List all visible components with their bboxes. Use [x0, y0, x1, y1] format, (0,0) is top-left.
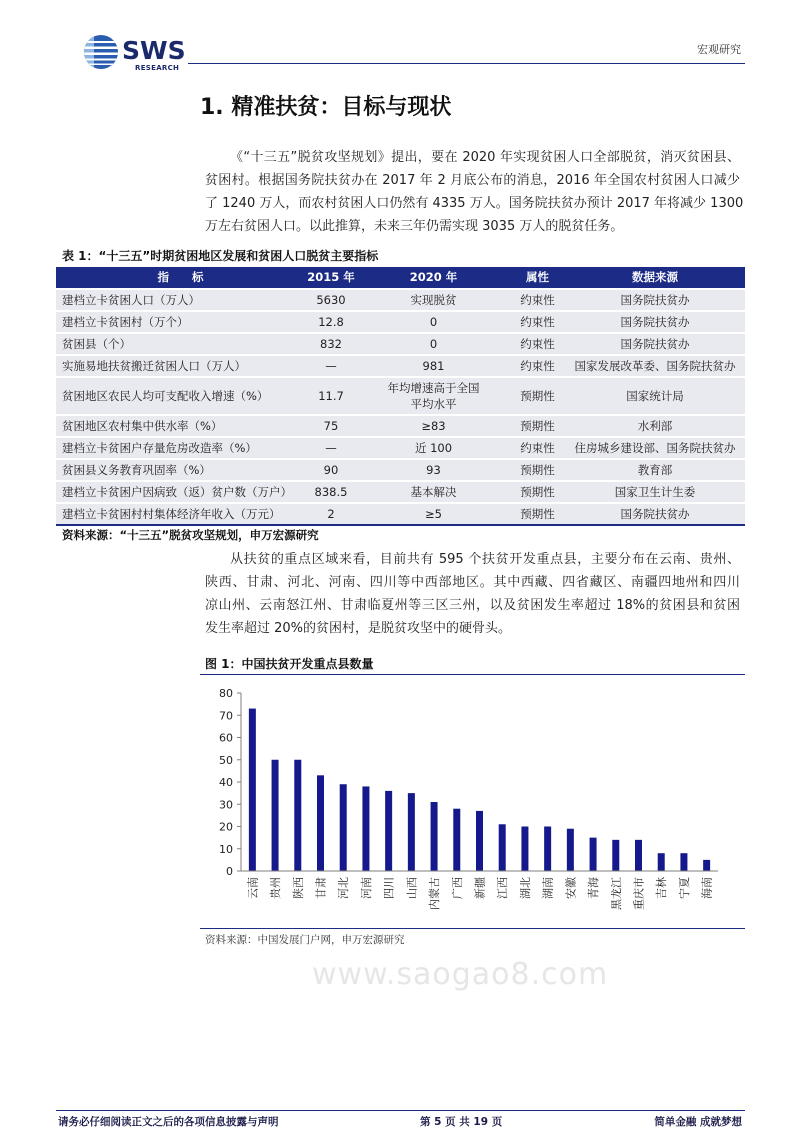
x-tick-label: 安徽	[564, 877, 578, 899]
header-divider	[188, 63, 745, 64]
table-row	[56, 416, 745, 438]
paragraph-line: 发生率超过 20%的贫困村，是脱贫攻坚中的硬骨头。	[205, 621, 512, 636]
y-tick-label: 10	[219, 842, 233, 856]
chart-bar	[658, 853, 665, 871]
y-tick-label: 50	[219, 753, 233, 767]
indicator-cell	[56, 504, 305, 526]
attribute-cell	[510, 504, 565, 526]
x-tick-label: 河北	[337, 877, 351, 899]
chart-bar	[317, 775, 324, 871]
table-row	[56, 312, 745, 334]
section-title: 1. 精准扶贫：目标与现状	[200, 95, 452, 120]
value-2015-text: 5630	[316, 293, 346, 307]
table-row	[56, 334, 745, 356]
chart-bar	[362, 786, 369, 871]
paragraph-line: 了 1240 万人，而农村贫困人口仍然有 4335 万人。国务院扶贫办预计 2017 年将减少 1300	[205, 196, 744, 211]
attribute-cell	[510, 312, 565, 334]
chart-bar	[385, 791, 392, 871]
footer-divider	[56, 1110, 745, 1111]
indicator-text: 建档立卡贫困户因病致（返）贫户数（万户）	[62, 485, 292, 499]
table-header-row	[56, 267, 745, 290]
indicator-cell	[56, 416, 305, 438]
data-source-cell	[565, 290, 745, 312]
attribute-text: 约束性	[520, 315, 555, 329]
y-tick-label: 40	[219, 776, 233, 789]
x-tick-label: 山西	[405, 877, 419, 899]
table-row	[56, 378, 745, 416]
table-row	[56, 504, 745, 526]
indicator-text: 贫困县义务教育巩固率（%）	[62, 463, 211, 477]
chart-bar	[544, 827, 551, 872]
value-2015-text: 838.5	[314, 485, 348, 499]
footer-slogan: 简单金融 成就梦想	[654, 1116, 742, 1128]
indicator-text: 建档立卡贫困户存量危房改造率（%）	[62, 441, 257, 455]
attribute-text: 约束性	[520, 441, 555, 455]
target-2020-text: 0	[429, 315, 438, 329]
x-tick-label: 甘肃	[314, 877, 328, 899]
paragraph-line: 凉山州、云南怒江州、甘肃临夏州等三区三州，以及贫困发生率超过 18%的贫困县和贫困	[205, 598, 740, 613]
target-2020-text: 实现脱贫	[410, 293, 457, 307]
attribute-cell	[510, 460, 565, 482]
indicator-cell	[56, 356, 305, 378]
data-source-text: 国务院扶贫办	[620, 507, 690, 521]
attribute-cell	[510, 290, 565, 312]
target-2020-cell	[357, 504, 510, 526]
attribute-text: 约束性	[520, 337, 555, 351]
target-2020-cell	[357, 334, 510, 356]
target-2020-cell	[357, 356, 510, 378]
indicator-cell	[56, 334, 305, 356]
paragraph-line: 陕西、甘肃、河北、河南、四川等中西部地区。其中西藏、四省藏区、南疆四地州和四川	[205, 575, 740, 590]
paragraph-line: 贫困村。根据国务院扶贫办在 2017 年 2 月底公布的消息，2016 年全国农村贫困人口减少	[205, 173, 740, 188]
x-tick-label: 内蒙古	[428, 877, 442, 910]
chart-bar	[408, 793, 415, 871]
data-source-text: 国家发展改革委、国务院扶贫办	[574, 359, 736, 373]
target-2020-cell	[357, 460, 510, 482]
data-source-cell	[565, 356, 745, 378]
value-2015-text: 75	[323, 419, 339, 433]
x-tick-label: 吉林	[655, 877, 669, 899]
target-2020-cell	[357, 312, 510, 334]
paragraph-line: 万左右贫困人口。以此推算，未来三年仍需实现 3035 万人的脱贫任务。	[205, 219, 624, 234]
data-source-text: 国家统计局	[626, 389, 684, 403]
data-source-cell	[565, 378, 745, 416]
attribute-text: 预期性	[520, 485, 555, 499]
indicator-text: 建档立卡贫困村村集体经济年收入（万元）	[62, 507, 281, 521]
table-row	[56, 356, 745, 378]
data-source-text: 水利部	[637, 419, 673, 433]
watermark: www.saogao8.com	[312, 957, 609, 992]
data-source-cell	[565, 312, 745, 334]
attribute-cell	[510, 356, 565, 378]
x-tick-label: 黑龙江	[609, 877, 623, 910]
indicator-text: 建档立卡贫困人口（万人）	[62, 293, 200, 307]
x-tick-label: 云南	[246, 877, 260, 899]
attribute-text: 预期性	[520, 507, 555, 521]
data-source-text: 住房城乡建设部、国务院扶贫办	[574, 441, 736, 455]
data-source-text: 国务院扶贫办	[620, 293, 690, 307]
value-2015-cell	[305, 504, 357, 526]
x-tick-label: 青海	[587, 877, 601, 899]
data-source-cell	[565, 482, 745, 504]
paragraph-1	[205, 146, 744, 238]
y-tick-label: 30	[219, 798, 233, 812]
table-source: 资料来源：“十三五”脱贫攻坚规划，申万宏源研究	[62, 528, 319, 542]
attribute-text: 约束性	[520, 293, 555, 307]
data-source-text: 国家卫生计生委	[614, 485, 696, 499]
figure-source: 资料来源：中国发展门户网，申万宏源研究	[205, 934, 405, 946]
data-source-cell	[565, 504, 745, 526]
value-2015-text: —	[325, 441, 337, 455]
logo-subtext: RESEARCH	[135, 64, 180, 72]
x-tick-label: 宁夏	[677, 877, 691, 899]
target-2020-cell	[357, 416, 510, 438]
chart-bar	[340, 784, 347, 871]
column-header-value-2015: 2015 年	[305, 267, 357, 290]
value-2015-text: 90	[323, 463, 339, 477]
value-2015-text: 832	[320, 337, 342, 351]
column-header-indicator: 指 标	[56, 267, 305, 290]
indicator-cell	[56, 482, 305, 504]
report-section-label: 宏观研究	[697, 43, 741, 56]
attribute-text: 预期性	[520, 389, 555, 403]
attribute-cell	[510, 334, 565, 356]
figure-caption: 图 1：中国扶贫开发重点县数量	[205, 657, 374, 671]
figure-bottom-divider	[200, 928, 745, 929]
data-source-text: 国务院扶贫办	[620, 337, 690, 351]
table-row	[56, 460, 745, 482]
target-2020-text: 基本解决	[410, 485, 457, 499]
indicator-cell	[56, 460, 305, 482]
poverty-indicators-table	[56, 267, 745, 526]
y-tick-label: 70	[219, 709, 233, 723]
chart-bar	[521, 827, 528, 872]
indicator-text: 贫困县（个）	[62, 337, 131, 351]
value-2015-cell	[305, 438, 357, 460]
indicator-text: 建档立卡贫困村（万个）	[62, 315, 189, 329]
table-row	[56, 290, 745, 312]
data-source-cell	[565, 334, 745, 356]
attribute-cell	[510, 482, 565, 504]
paragraph-2	[205, 548, 740, 640]
chart-bar	[567, 829, 574, 871]
table-row	[56, 438, 745, 460]
target-2020-cell	[357, 482, 510, 504]
data-source-cell	[565, 460, 745, 482]
column-header-target-2020: 2020 年	[357, 267, 510, 290]
indicator-text: 贫困地区农村集中供水率（%）	[62, 419, 223, 433]
indicator-cell	[56, 290, 305, 312]
chart-bar	[499, 824, 506, 871]
attribute-text: 预期性	[520, 419, 555, 433]
target-2020-cell	[357, 290, 510, 312]
y-tick-label: 0	[226, 865, 233, 878]
paragraph-line: 《“十三五”脱贫攻坚规划》提出，要在 2020 年实现贫困人口全部脱贫，消灭贫困县、	[230, 150, 740, 165]
value-2015-cell	[305, 378, 357, 416]
target-2020-text: ≥83	[421, 419, 446, 433]
value-2015-cell	[305, 416, 357, 438]
table-caption: 表 1：“十三五”时期贫困地区发展和贫困人口脱贫主要指标	[62, 249, 379, 263]
value-2015-text: 2	[327, 507, 335, 521]
x-tick-label: 江西	[496, 877, 510, 899]
attribute-text: 预期性	[520, 463, 555, 477]
y-tick-label: 60	[219, 731, 233, 745]
attribute-cell	[510, 416, 565, 438]
logo-globe-icon	[82, 30, 122, 76]
attribute-text: 约束性	[520, 359, 555, 373]
column-header-attribute: 属性	[510, 267, 565, 290]
page-number: 第 5 页 共 19 页	[420, 1116, 503, 1128]
indicator-text: 贫困地区农民人均可支配收入增速（%）	[62, 389, 269, 403]
chart-bar	[294, 760, 301, 871]
chart-bar	[249, 709, 256, 871]
data-source-text: 国务院扶贫办	[620, 315, 690, 329]
x-tick-label: 贵州	[269, 877, 283, 899]
target-2020-text: 0	[429, 337, 438, 351]
x-tick-label: 陕西	[291, 877, 305, 899]
chart-bar	[703, 860, 710, 871]
target-2020-text: 981	[422, 359, 445, 373]
footer-disclaimer: 请务必仔细阅读正文之后的各项信息披露与声明	[58, 1116, 279, 1128]
indicator-cell	[56, 312, 305, 334]
chart-bar	[612, 840, 619, 871]
value-2015-cell	[305, 356, 357, 378]
key-counties-bar-chart	[200, 680, 745, 925]
chart-bar	[590, 838, 597, 871]
chart-bar	[635, 840, 642, 871]
y-tick-label: 80	[219, 687, 233, 700]
value-2015-cell	[305, 312, 357, 334]
chart-bar	[272, 760, 279, 871]
x-tick-label: 湖北	[518, 877, 532, 899]
figure-top-divider	[200, 674, 745, 675]
data-source-cell	[565, 416, 745, 438]
table-row	[56, 482, 745, 504]
target-2020-cell	[357, 378, 510, 416]
chart-bar	[680, 853, 687, 871]
value-2015-text: 11.7	[318, 389, 344, 403]
attribute-cell	[510, 378, 565, 416]
target-2020-cell	[357, 438, 510, 460]
x-tick-label: 海南	[700, 877, 714, 899]
paragraph-line: 从扶贫的重点区域来看，目前共有 595 个扶贫开发重点县，主要分布在云南、贵州、	[230, 552, 740, 567]
y-tick-label: 20	[219, 820, 233, 834]
value-2015-cell	[305, 482, 357, 504]
column-header-data-source: 数据来源	[565, 267, 745, 290]
indicator-cell	[56, 438, 305, 460]
logo-text: SWS	[122, 36, 186, 65]
x-tick-label: 湖南	[541, 877, 555, 899]
value-2015-cell	[305, 460, 357, 482]
target-2020-text: 年均增速高于全国平均水平	[387, 381, 480, 411]
x-tick-label: 重庆市	[632, 877, 646, 910]
value-2015-cell	[305, 334, 357, 356]
value-2015-text: 12.8	[318, 315, 344, 329]
data-source-cell	[565, 438, 745, 460]
x-tick-label: 四川	[382, 877, 396, 899]
data-source-text: 教育部	[637, 463, 673, 477]
x-tick-label: 新疆	[473, 877, 487, 899]
target-2020-text: 近 100	[414, 441, 453, 455]
value-2015-text: —	[325, 359, 337, 373]
sws-research-logo	[82, 30, 194, 76]
indicator-cell	[56, 378, 305, 416]
chart-bar	[431, 802, 438, 871]
indicator-text: 实施易地扶贫搬迁贫困人口（万人）	[62, 359, 246, 373]
chart-bar	[453, 809, 460, 871]
x-tick-label: 广西	[450, 877, 464, 899]
x-tick-label: 河南	[359, 877, 373, 899]
target-2020-text: 93	[426, 463, 441, 477]
target-2020-text: ≥5	[425, 507, 442, 521]
attribute-cell	[510, 438, 565, 460]
chart-bar	[476, 811, 483, 871]
value-2015-cell	[305, 290, 357, 312]
